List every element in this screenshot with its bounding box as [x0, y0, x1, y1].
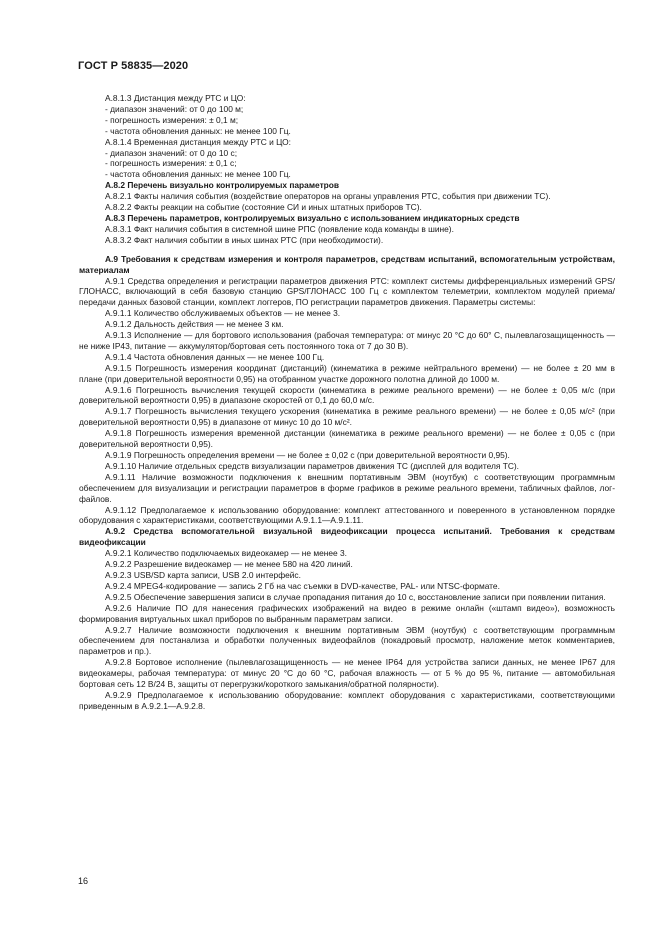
paragraph: А.9.1.7 Погрешность вычисления текущего ускорения (кинематика в режиме реального времени) — не более ± 0,05 м/с² (при доверительной вероятности 0,95) в диапазоне от минус 10 до 10 м/с².	[79, 406, 615, 428]
document-body	[79, 93, 615, 712]
section-spacer	[79, 246, 615, 254]
paragraph: А.9.2.7 Наличие возможности подключения к внешним портативным ЭВМ (ноутбук) с соответствующим программным обеспечением для постанализа и обработки полученных видеофайлов (покадровый просмотр, наложение меток комментариев, параметров и пр.).	[79, 624, 615, 657]
paragraph: - диапазон значений: от 0 до 10 с;	[105, 147, 238, 158]
paragraph: А.9.2.4 MPEG4-кодирование — запись 2 Гб на час съемки в DVD-качестве, PAL- или NTSC-формате.	[105, 580, 500, 591]
paragraph: А.9.1 Средства определения и регистрации параметров движения РТС: комплект системы дифференциальных измерений GPS/ГЛОНАСС, включающий в себя базовую станцию GPS/ГЛОНАСС 100 Гц с комплектом телеметрии, комплектом модулей приема/передачи данных базовой станции, комплект логгеров, ПО регистрации параметров движения. Параметры системы:	[79, 275, 615, 308]
paragraph: А.9.2.3 USB/SD карта записи, USB 2.0 интерфейс.	[105, 569, 301, 580]
paragraph: А.8.2.2 Факты реакции на событие (состояние СИ и иных штатных приборов ТС).	[105, 202, 422, 213]
paragraph: А.8.1.4 Временная дистанция между РТС и ЦО:	[105, 136, 291, 147]
paragraph: А.9.2.9 Предполагаемое к использованию оборудование: комплект оборудования с характеристиками, соответствующими приведенным в А.9.2.1—А.9.2.8.	[79, 689, 615, 711]
paragraph: А.9.2.5 Обеспечение завершения записи в случае пропадания питания до 10 с, восстановление записи при появлении питания.	[105, 591, 606, 602]
paragraph: А.9.1.11 Наличие возможности подключения к внешним портативным ЭВМ (ноутбук) с соответствующим программным обеспечением для визуализации и регистрации параметров в форме графиков в режиме реального времени, табличных файлов, лог-файлов.	[79, 471, 615, 504]
paragraph: - погрешность измерения: ± 0,1 м;	[105, 114, 239, 125]
paragraph: А.9.2.2 Разрешение видеокамер — не менее 580 на 420 линий.	[105, 559, 353, 570]
paragraph: А.9.1.5 Погрешность измерения координат (дистанций) (кинематика в режиме нейтрального времени) — не более ± 20 мм в плане (при доверительной вероятности 0,95) на отобранном участке дорожного полотна длиной до 1000 м.	[79, 362, 615, 384]
paragraph: - частота обновления данных: не менее 100 Гц.	[105, 125, 291, 136]
standard-header: ГОСТ Р 58835—2020	[78, 60, 189, 72]
paragraph: А.9.1.9 Погрешность определения времени — не более ± 0,02 с (при доверительной вероятности 0,95).	[105, 450, 510, 460]
paragraph: А.9.1.12 Предполагаемое к использованию оборудование: комплект аттестованного и поверенного в установленном порядке оборудования с характеристиками, соответствующими А.9.1.1—А.9.1.11.	[79, 504, 615, 526]
paragraph: А.9.1.8 Погрешность измерения временной дистанции (кинематика в режиме реального времени) — не более ± 0,05 с (при доверительной вероятности 0,95).	[79, 428, 615, 450]
page-number: 16	[78, 876, 89, 886]
paragraph: А.9.2.1 Количество подключаемых видеокамер — не менее 3.	[105, 548, 347, 559]
paragraph: А.8.3.1 Факт наличия события в системной шине РПС (появление кода команды в шине).	[105, 223, 454, 234]
paragraph: А.8.2.1 Факты наличия события (воздействие операторов на органы управления РТС, события при движении ТС).	[105, 191, 551, 202]
paragraph: А.9.1.6 Погрешность вычисления текущей скорости (кинематика в режиме реального времени) — не более ± 0,05 м/с (при доверительной вероятности 0,95) в диапазоне скоростей от 0,1 до 60,0 м/с.	[79, 384, 615, 406]
paragraph: - частота обновления данных: не менее 100 Гц.	[105, 169, 291, 180]
paragraph: А.9.1.4 Частота обновления данных — не менее 100 Гц.	[105, 351, 325, 362]
paragraph: - диапазон значений: от 0 до 100 м;	[105, 103, 244, 114]
paragraph: А.9.1.3 Исполнение — для бортового использования (рабочая температура: от минус 20 °С до 60° С, пылевлагозащищенность — не ниже IP43, питание — аккумулятор/бортовая сеть постоянного тока от 7 до 30 В).	[79, 330, 615, 351]
paragraph: А.9.2.6 Наличие ПО для нанесения графических изображений на видео в режиме онлайн («штамп видео»), возможность формирования виртуальных шкал приборов по выбранным параметрам записи.	[79, 602, 615, 624]
paragraph: - погрешность измерения: ± 0,1 с;	[105, 158, 237, 169]
section-heading: А.8.3 Перечень параметров, контролируемых визуально с использованием индикаторных средств	[105, 212, 520, 223]
section-heading: А.9.2 Средства вспомогательной визуальной видеофиксации процесса испытаний. Требования к средствам видеофиксации	[79, 526, 615, 548]
paragraph: А.8.3.2 Факт наличия событии в иных шинах РТС (при необходимости).	[105, 234, 384, 245]
paragraph: А.9.2.8 Бортовое исполнение (пылевлагозащищенность — не менее IP64 для устройства записи данных, не менее IP67 для видеокамеры, рабочая температура: от минус 20 °С до 60 °С, рабочая влажность — от 5 % до 95 %, питание — автомобильная бортовая сеть 12 В/24 В, защиты от перегрузки/короткого замыкания/обратной полярности).	[79, 657, 615, 690]
paragraph: А.9.1.1 Количество обслуживаемых объектов — не менее 3.	[105, 308, 341, 319]
paragraph: А.9.1.2 Дальность действия — не менее 3 км.	[105, 319, 284, 330]
paragraph: А.8.1.3 Дистанция между РТС и ЦО:	[105, 93, 246, 103]
section-heading: А.8.2 Перечень визуально контролируемых параметров	[105, 180, 340, 191]
paragraph: А.9.1.10 Наличие отдельных средств визуализации параметров движения ТС (дисплей для водителя ТС).	[105, 460, 520, 471]
section-heading: А.9 Требования к средствам измерения и контроля параметров, средствам испытаний, вспомогательным устройствам, материалам	[79, 253, 615, 275]
